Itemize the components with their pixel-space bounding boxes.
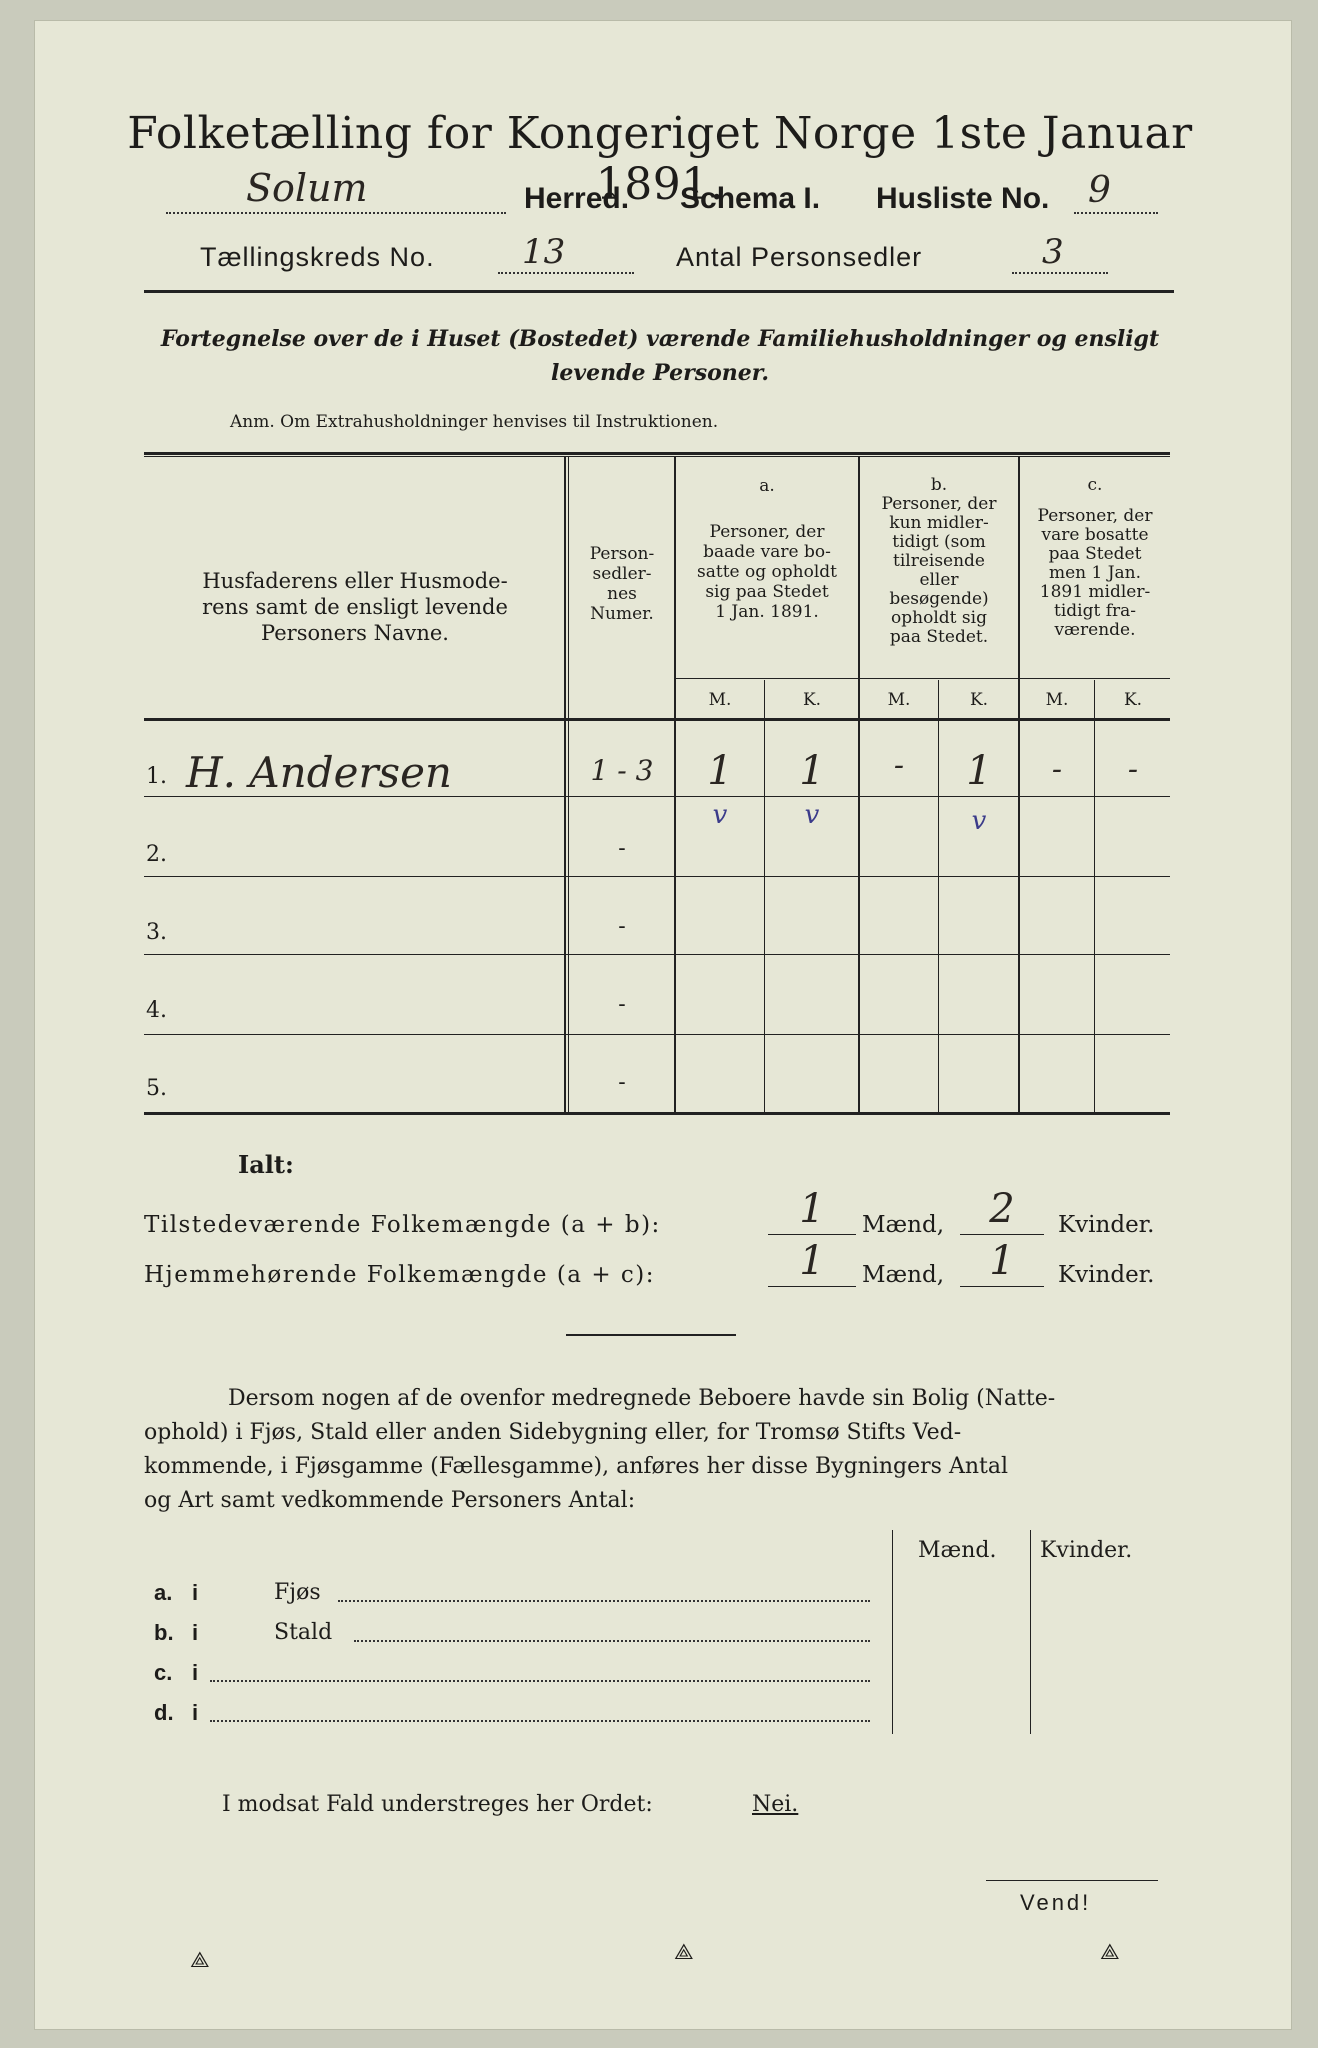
buildings-col-kvinder: Kvinder.	[1040, 1538, 1133, 1563]
intro-line-2: levende Personer.	[551, 360, 769, 386]
hjemme-maend-value: 1	[799, 1238, 825, 1284]
personsedler-label: Antal Personsedler	[676, 242, 923, 272]
footer-nei: Nei.	[752, 1792, 799, 1817]
census-form-sheet	[34, 20, 1292, 2030]
schema-label: Schema I.	[680, 182, 821, 215]
col-header-a: a. Personer, der baade vare bo- satte og opholdt sig paa Stedet 1 Jan. 1891.	[697, 476, 837, 622]
col-header-name: Husfaderens eller Husmode- rens samt de ensligt levende Personers Navne.	[202, 569, 508, 645]
tilstede-kvinder-word: Kvinder.	[1058, 1212, 1155, 1238]
kreds-field	[498, 232, 634, 274]
vend-label: Vend!	[1020, 1890, 1092, 1915]
personsedler-field	[1012, 232, 1108, 274]
col-header-numer: Person- sedler- nes Numer.	[589, 544, 655, 624]
ornament-mark: ⟁	[1100, 1940, 1120, 1965]
form-title: Folketælling for Kongeriget Norge 1ste Januar 1891.	[127, 108, 1193, 210]
header-rule	[144, 290, 1174, 293]
tilstede-maend-value: 1	[799, 1186, 825, 1232]
col-header-c: c. Personer, der vare bosatte paa Stedet men 1 Jan. 1891 midler- tidigt fra- værende.	[1037, 475, 1153, 640]
kreds-label: Tællingskreds No.	[200, 242, 435, 272]
sub-a-k: K.	[802, 690, 822, 710]
hjemme-kvinder-value: 1	[989, 1238, 1015, 1284]
tilstede-maend-word: Mænd,	[862, 1212, 945, 1238]
col-header-b: b. Personer, der kun midler- tidigt (som tilreisende eller besøgende) opholdt sig paa Stedet.	[881, 475, 997, 647]
husliste-field	[1074, 170, 1158, 214]
anm-note: Anm. Om Extrahusholdninger henvises til Instruktionen.	[230, 412, 719, 432]
tilstede-label: Tilstedeværende Folkemængde (a + b):	[144, 1212, 661, 1238]
herred-field	[166, 166, 506, 214]
kreds-value: 13	[522, 232, 566, 272]
ornament-mark: ⟁	[674, 1940, 694, 1965]
sub-b-k: K.	[969, 690, 989, 710]
tilstede-kvinder-value: 2	[989, 1186, 1015, 1232]
personsedler-value: 3	[1042, 232, 1064, 272]
sub-a-m: M.	[708, 690, 732, 710]
hjemme-maend-word: Mænd,	[862, 1262, 945, 1288]
herred-label: Herred.	[524, 182, 630, 215]
husliste-label: Husliste No.	[876, 182, 1050, 215]
husliste-value: 9	[1088, 170, 1111, 211]
row-name: H. Andersen	[186, 748, 452, 797]
buildings-col-maend: Mænd.	[918, 1538, 997, 1563]
hjemme-label: Hjemmehørende Folkemængde (a + c):	[144, 1262, 655, 1288]
sub-b-m: M.	[887, 690, 911, 710]
ornament-mark: ⟁	[190, 1948, 210, 1973]
ialt-label: Ialt:	[238, 1150, 294, 1179]
hjemme-kvinder-word: Kvinder.	[1058, 1262, 1155, 1288]
intro-line-1: Fortegnelse over de i Huset (Bostedet) værende Familiehusholdninger og ensligt	[160, 326, 1160, 352]
sub-c-k: K.	[1123, 690, 1143, 710]
footer-text: I modsat Fald understreges her Ordet:	[222, 1792, 653, 1817]
section-divider	[566, 1334, 736, 1336]
buildings-paragraph: Dersom nogen af de ovenfor medregnede Beboere havde sin Bolig (Natte- ophold) i Fjøs, Stald eller anden Sidebygning eller, for Tromsø Stifts Ved- kommende, i Fjøsgamme (Fællesgamme), anføres her disse Bygningers Antal og Art samt vedkommende Personers Antal:	[144, 1386, 1056, 1513]
sub-c-m: M.	[1045, 690, 1069, 710]
herred-value: Solum	[246, 166, 368, 210]
